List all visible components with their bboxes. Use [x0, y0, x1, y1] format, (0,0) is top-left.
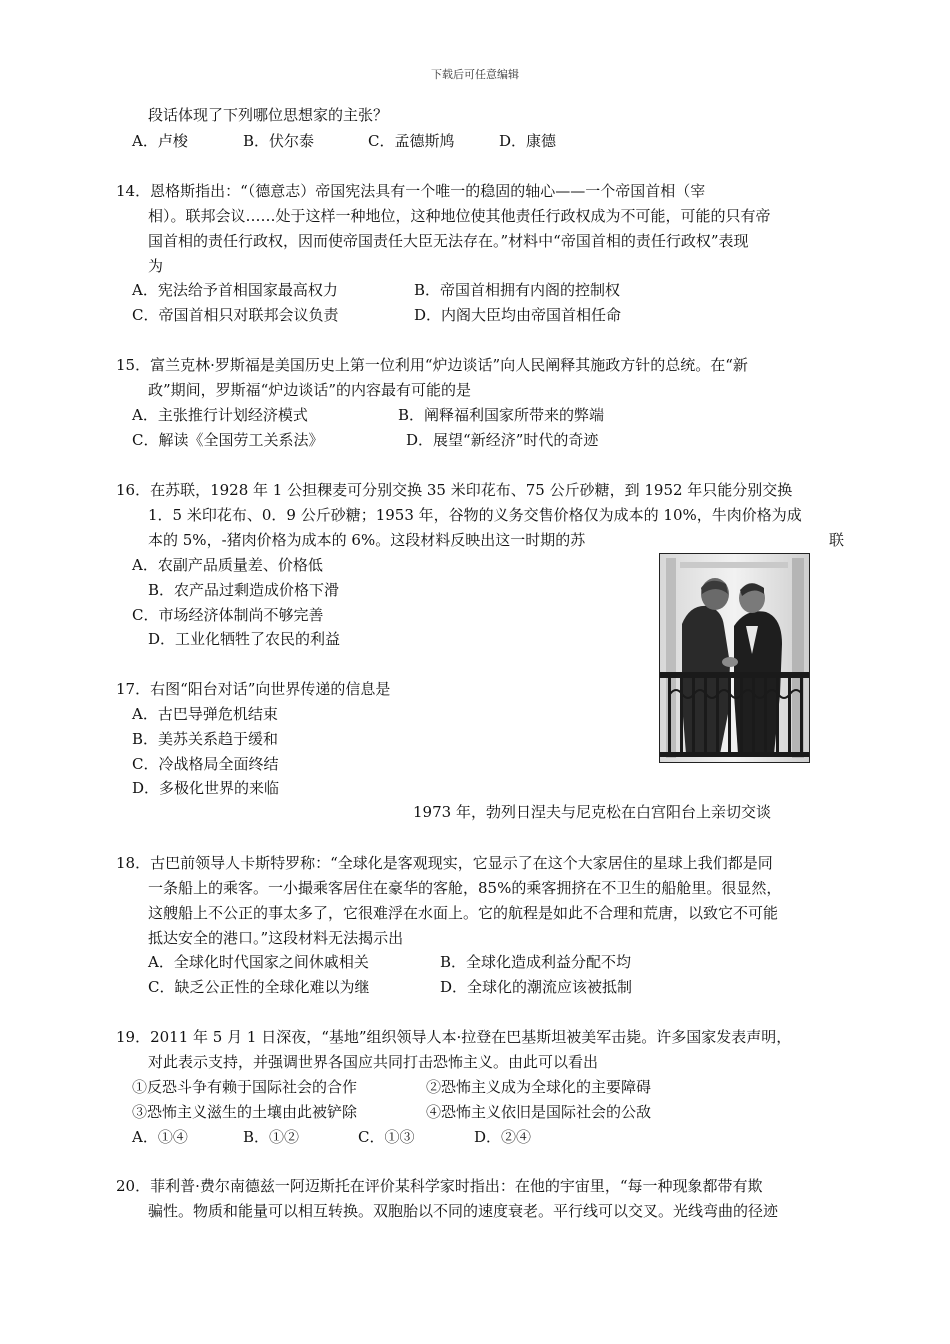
q19-line-2: 对此表示支持，并强调世界各国应共同打击恐怖主义。由此可以看出	[148, 1053, 599, 1071]
q16-line-1: 16．在苏联，1928 年 1 公担稞麦可分别交换 35 米印花布、75 公斤砂糖，到 1952 年只能分别交换	[116, 481, 793, 499]
q13-option-c: C．孟德斯鸠	[368, 132, 455, 150]
q16-option-a: A．农副产品质量差、价格低	[132, 556, 323, 574]
q19-item-1: ①反恐斗争有赖于国际社会的合作	[132, 1078, 358, 1096]
q14-line-3: 国首相的责任行政权，因而使帝国责任大臣无法存在。”材料中“帝国首相的责任行政权”表现	[148, 232, 749, 250]
q13-stem-end: 段话体现了下列哪位思想家的主张？	[148, 106, 389, 124]
q16-option-b: B．农产品过剩造成价格下滑	[148, 581, 340, 599]
photo-caption: 1973 年，勃列日涅夫与尼克松在白宫阳台上亲切交谈	[413, 803, 771, 821]
q15-line-1: 15．富兰克林·罗斯福是美国历史上第一位利用“炉边谈话”向人民阐释其施政方针的总统。在“新	[116, 356, 748, 374]
q18-line-4: 抵达安全的港口。”这段材料无法揭示出	[148, 929, 404, 947]
q13-option-b: B．伏尔泰	[243, 132, 315, 150]
q15-option-b: B．阐释福利国家所带来的弊端	[398, 406, 605, 424]
q19-option-d: D．②④	[474, 1128, 532, 1146]
q19-item-2: ②恐怖主义成为全球化的主要障碍	[426, 1078, 652, 1096]
q17-option-a: A．古巴导弹危机结束	[132, 705, 278, 723]
q14-option-b: B．帝国首相拥有内阁的控制权	[414, 281, 621, 299]
q19-option-c: C．①③	[358, 1128, 415, 1146]
q19-option-b: B．①②	[243, 1128, 300, 1146]
q19-option-a: A．①④	[132, 1128, 188, 1146]
q18-line-1: 18．古巴前领导人卡斯特罗称：“全球化是客观现实，它显示了在这个大家居住的星球上我们都是同	[116, 854, 773, 872]
q18-line-3: 这艘船上不公正的事太多了，它很难浮在水面上。它的航程是如此不合理和荒唐，以致它不可能	[148, 904, 779, 922]
q18-line-2: 一条船上的乘客。一小撮乘客居住在豪华的客舱，85%的乘客拥挤在不卫生的船舱里。很显然，	[148, 879, 782, 897]
q14-line-2: 相）。联邦会议……处于这样一种地位，这种地位使其他责任行政权成为不可能，可能的只有帝	[148, 207, 771, 225]
q18-option-a: A．全球化时代国家之间休戚相关	[148, 953, 369, 971]
q17-option-c: C．冷战格局全面终结	[132, 755, 279, 773]
q18-option-c: C．缺乏公正性的全球化难以为继	[148, 978, 370, 996]
q17-stem: 17．右图“阳台对话”向世界传递的信息是	[116, 680, 391, 698]
q17-option-b: B．美苏关系趋于缓和	[132, 730, 279, 748]
q15-option-d: D．展望“新经济”时代的奇迹	[406, 431, 599, 449]
q19-item-3: ③恐怖主义滋生的土壤由此被铲除	[132, 1103, 358, 1121]
q13-option-d: D．康德	[499, 132, 557, 150]
q17-option-d: D．多极化世界的来临	[132, 779, 280, 797]
q18-option-d: D．全球化的潮流应该被抵制	[440, 978, 633, 996]
q15-option-a: A．主张推行计划经济模式	[132, 406, 308, 424]
q16-option-c: C．市场经济体制尚不够完善	[132, 606, 324, 624]
page-header: 下载后可任意编辑	[431, 68, 519, 81]
q15-option-c: C．解读《全国劳工关系法》	[132, 431, 324, 449]
q16-option-d: D．工业化牺牲了农民的利益	[148, 630, 341, 648]
q14-line-4: 为	[148, 257, 164, 275]
q14-line-1: 14．恩格斯指出：“（德意志）帝国宪法具有一个唯一的稳固的轴心——一个帝国首相（宰	[116, 182, 706, 200]
q16-line-3: 本的 5%，-猪肉价格为成本的 6%。这段材料反映出这一时期的苏	[148, 531, 586, 549]
balcony-photo	[659, 553, 810, 763]
q13-option-a: A．卢梭	[132, 132, 188, 150]
q15-line-2: 政”期间，罗斯福“炉边谈话”的内容最有可能的是	[148, 381, 472, 399]
q14-option-d: D．内阁大臣均由帝国首相任命	[414, 306, 622, 324]
q19-item-4: ④恐怖主义依旧是国际社会的公敌	[426, 1103, 652, 1121]
q16-line-4: 联	[829, 531, 845, 549]
q16-line-2: 1．5 米印花布、0．9 公斤砂糖；1953 年，谷物的义务交售价格仅为成本的 10%，牛肉价格为成	[148, 506, 802, 524]
q18-option-b: B．全球化造成利益分配不均	[440, 953, 632, 971]
q14-option-c: C．帝国首相只对联邦会议负责	[132, 306, 339, 324]
q14-option-a: A．宪法给予首相国家最高权力	[132, 281, 338, 299]
balcony-photo-illustration	[660, 554, 809, 762]
q20-line-1: 20．菲利普·费尔南德兹一阿迈斯托在评价某科学家时指出：在他的宇宙里，“每一种现象都带有欺	[116, 1177, 763, 1195]
q19-line-1: 19．2011 年 5 月 1 日深夜，“基地”组织领导人本·拉登在巴基斯坦被美军击毙。许多国家发表声明，	[116, 1028, 792, 1046]
q20-line-2: 骗性。物质和能量可以相互转换。双胞胎以不同的速度衰老。平行线可以交叉。光线弯曲的径迹	[148, 1202, 779, 1220]
